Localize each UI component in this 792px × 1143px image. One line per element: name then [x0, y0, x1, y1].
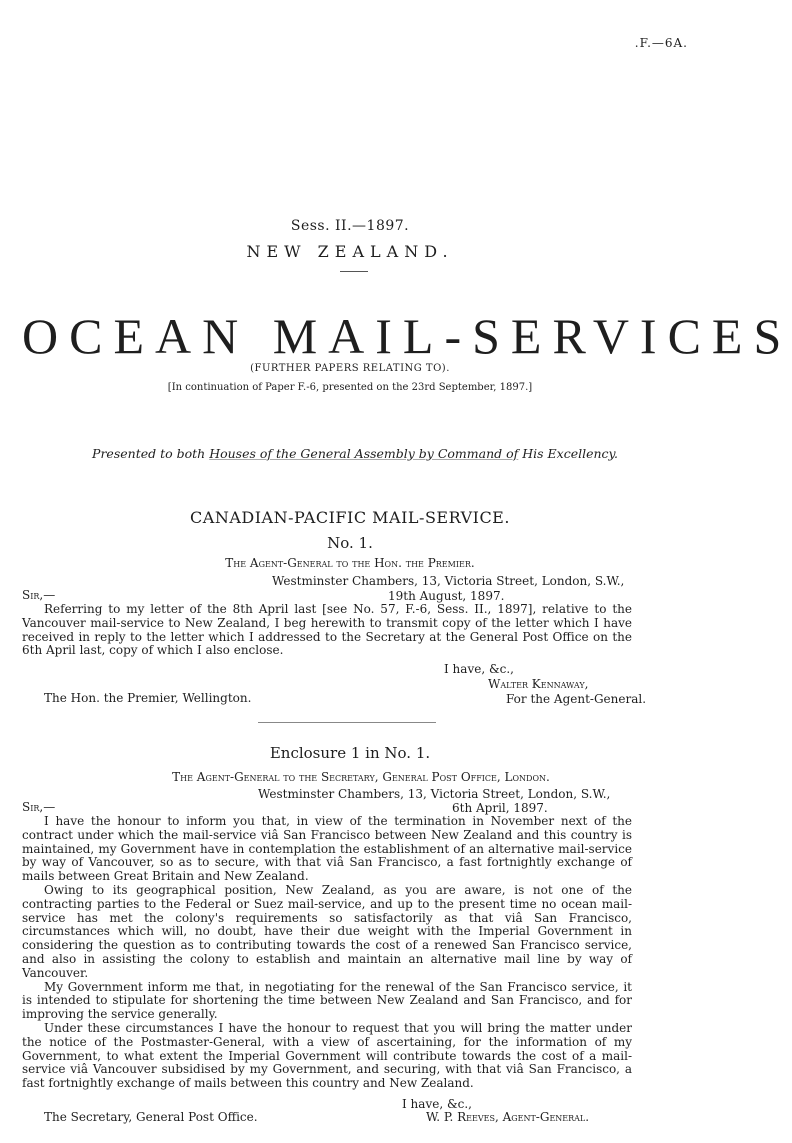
letter-recipient: The Hon. the Premier, Wellington.	[44, 691, 252, 705]
enclosure-salutation: Sir,—	[22, 800, 56, 814]
country-label: NEW ZEALAND.	[246, 242, 454, 261]
section-divider	[258, 722, 436, 723]
enclosure-paragraph: Under these circumstances I have the honour to request that you will bring the matter under the notice of the Postmaster-General, with a view of ascertaining, for the information of my Government, to what extent the Imperial Government will contribute towards the cost of a mail-service viâ Vancouver subsidised by my Government, and securing, with that viâ San Francisco, a fast fortnightly exchange of mails between this country and New Zealand.	[22, 1020, 632, 1091]
presented-underlined: Houses of the General Assembly by Command of	[209, 446, 519, 461]
letter-closing: I have, &c.,	[444, 662, 514, 676]
letter-address: Westminster Chambers, 13, Victoria Street, London, S.W.,	[272, 574, 625, 588]
document-title: OCEAN MAIL-SERVICES	[22, 308, 792, 364]
letter-signature-title: For the Agent-General.	[506, 692, 647, 706]
enclosure-signature: W. P. Reeves, Agent-General.	[426, 1110, 590, 1124]
continuation-note: [In continuation of Paper F.-6, presented on the 23rd September, 1897.]	[167, 382, 533, 393]
letter-from-to: The Agent-General to the Hon. the Premier.	[225, 556, 475, 570]
letter-signature: Walter Kennaway,	[488, 677, 589, 691]
enclosure-date: 6th April, 1897.	[452, 801, 548, 815]
enclosure-body	[22, 815, 632, 1091]
enclosure-closing: I have, &c.,	[402, 1097, 472, 1111]
enclosure-recipient: The Secretary, General Post Office.	[44, 1110, 258, 1124]
enclosure-from-to: The Agent-General to the Secretary, General Post Office, London.	[172, 770, 550, 784]
document-subtitle: (FURTHER PAPERS RELATING TO).	[250, 363, 450, 374]
enclosure-paragraph: My Government inform me that, in negotiating for the renewal of the San Francisco service, it is intended to stipulate for shortening the time between New Zealand and San Francisco, and for improving the service generally.	[22, 979, 632, 1022]
enclosure-address: Westminster Chambers, 13, Victoria Street, London, S.W.,	[258, 787, 611, 801]
page-reference: .F.—6A.	[634, 36, 688, 50]
letter-body: Referring to my letter of the 8th April last [see No. 57, F.-6, Sess. II., 1897], relative to the Vancouver mail-service to New Zealand, I beg herewith to transmit copy of the letter which I have received in reply to the letter which I addressed to the Secretary at the General Post Office on the 6th April last, copy of which I also enclose.	[22, 602, 632, 658]
letter-date: 19th August, 1897.	[388, 589, 505, 603]
presented-prefix: Presented to both	[92, 446, 210, 461]
enclosure-paragraph: I have the honour to inform you that, in view of the termination in November next of the contract under which the mail-service viâ San Francisco between New Zealand and this country is maintained, my Government have in contemplation the establishment of an alternative mail-service by way of Vancouver, so as to secure, with that viâ San Francisco, a fast fortnightly exchange of mails between Great Britain and New Zealand.	[22, 814, 632, 884]
session-label: Sess. II.—1897.	[290, 218, 410, 234]
enclosure-paragraph: Owing to its geographical position, New Zealand, as you are aware, is not one of the contracting parties to the Federal or Suez mail-service, and up to the present time no ocean mail-service has met the colony's requirements so satisfactorily as that viâ San Francisco, circumstances which will, no doubt, have their due weight with the Imperial Government in considering the question as to contributing towards the cost of a renewed San Francisco service, and also in assisting the colony to establish and maintain an alternative mail line by way of Vancouver.	[22, 882, 632, 980]
letter-salutation: Sir,—	[22, 588, 56, 602]
presented-suffix: His Excellency.	[518, 446, 618, 461]
enclosure-heading: Enclosure 1 in No. 1.	[269, 744, 431, 762]
short-divider	[340, 271, 368, 272]
letter-number: No. 1.	[327, 534, 373, 552]
presented-line	[20, 446, 690, 461]
section-heading: CANADIAN-PACIFIC MAIL-SERVICE.	[190, 508, 510, 527]
